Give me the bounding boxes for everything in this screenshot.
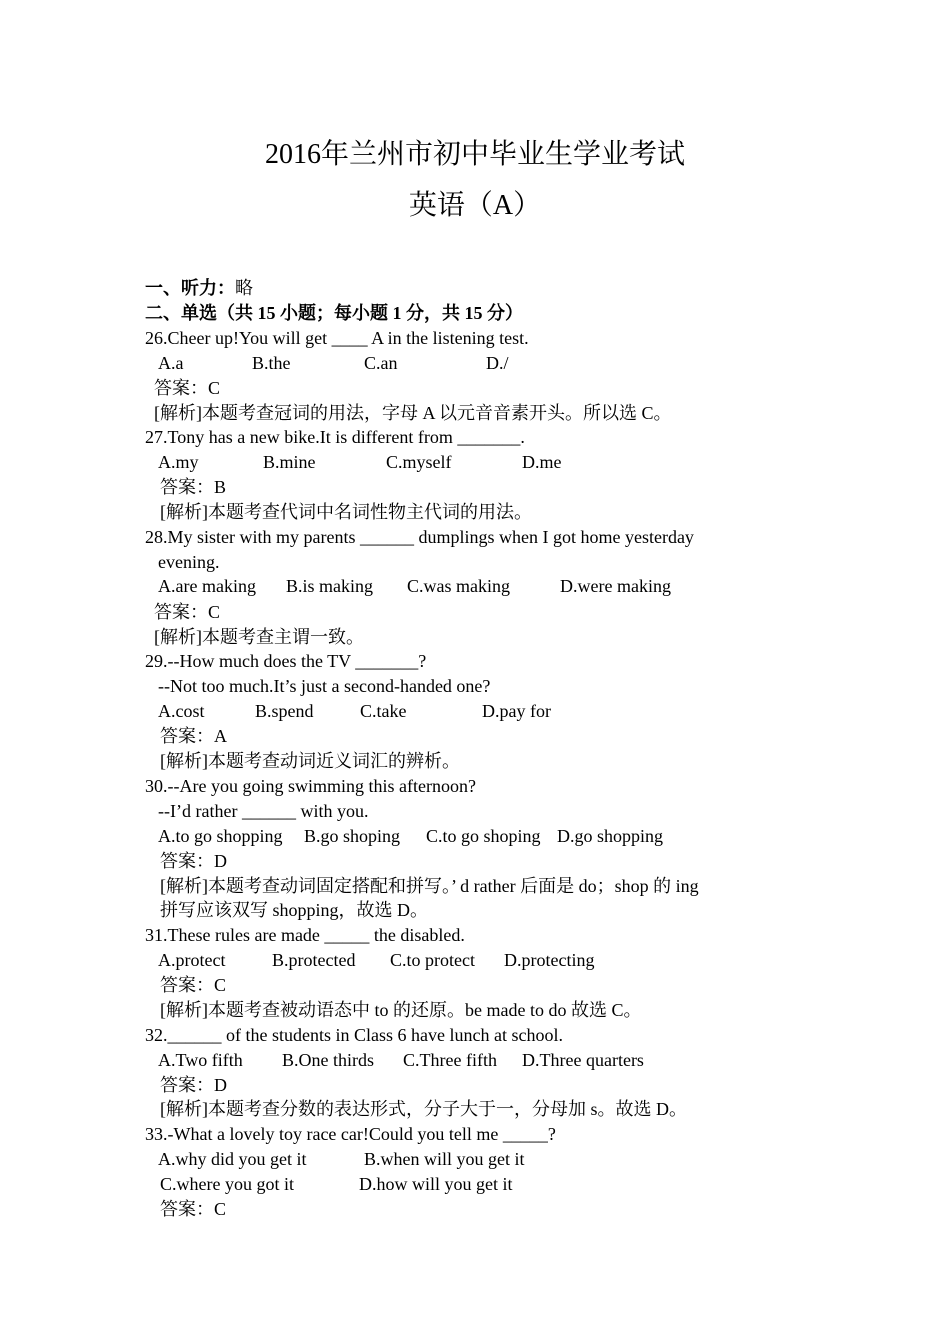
question-stem: 28.My sister with my parents ______ dumplings when I got home yesterday [145, 527, 694, 547]
option-b: B.mine [263, 452, 316, 472]
option-c: C.to protect [390, 950, 475, 970]
option-d: D.me [522, 452, 562, 472]
option-d: D./ [486, 353, 509, 373]
option-a: A.Two fifth [158, 1050, 243, 1070]
question-stem-continued: evening. [158, 552, 220, 572]
option-c: C.where you got it [160, 1174, 294, 1194]
option-c: C.was making [407, 576, 510, 596]
option-d: D.were making [560, 576, 671, 596]
section-single-choice-header: 二、单选（共 15 小题；每小题 1 分，共 15 分） [145, 303, 523, 323]
option-c: C.take [360, 701, 407, 721]
option-d: D.Three quarters [522, 1050, 644, 1070]
question-stem: 30.--Are you going swimming this afternoon? [145, 776, 476, 796]
option-d: D.how will you get it [359, 1174, 513, 1194]
document-subtitle: 英语（A） [408, 190, 542, 221]
document-title: 2016年兰州市初中毕业生学业考试 [264, 139, 685, 170]
answer: 答案：D [160, 1075, 227, 1095]
analysis: [解析]本题考查冠词的用法，字母 A 以元音音素开头。所以选 C。 [154, 403, 672, 423]
option-d: D.protecting [504, 950, 595, 970]
analysis: [解析]本题考查动词固定搭配和拼写。’ d rather 后面是 do；shop 的 ing [160, 876, 699, 896]
option-a: A.a [158, 353, 184, 373]
analysis-continued: 拼写应该双写 shopping，故选 D。 [160, 900, 429, 920]
section-listening-label: 一、听力： [145, 278, 235, 298]
option-a: A.cost [158, 701, 205, 721]
analysis: [解析]本题考查动词近义词汇的辨析。 [160, 751, 460, 771]
analysis: [解析]本题考查代词中名词性物主代词的用法。 [160, 502, 532, 522]
option-b: B.One thirds [282, 1050, 374, 1070]
option-a: A.are making [158, 576, 256, 596]
option-c: C.an [364, 353, 398, 373]
option-a: A.my [158, 452, 199, 472]
option-b: B.the [252, 353, 291, 373]
question-stem: 29.--How much does the TV _______? [145, 651, 427, 671]
option-d: D.go shopping [557, 826, 664, 846]
option-c: C.myself [386, 452, 452, 472]
answer: 答案：C [154, 602, 221, 622]
question-stem-continued: --Not too much.It’s just a second-handed one? [158, 676, 491, 696]
analysis: [解析]本题考查分数的表达形式，分子大于一，分母加 s。故选 D。 [160, 1099, 687, 1119]
option-a: A.why did you get it [158, 1149, 307, 1169]
section-listening-note: 略 [235, 278, 253, 298]
section-listening [145, 277, 253, 299]
option-b: B.when will you get it [364, 1149, 525, 1169]
question-stem: 31.These rules are made _____ the disabled. [145, 925, 465, 945]
answer: 答案：C [160, 975, 227, 995]
answer: 答案：A [160, 726, 227, 746]
answer: 答案：C [154, 378, 221, 398]
question-stem: 26.Cheer up!You will get ____ A in the listening test. [145, 328, 529, 348]
answer: 答案：B [160, 477, 227, 497]
question-stem-continued: --I’d rather ______ with you. [158, 801, 369, 821]
analysis: [解析]本题考查被动语态中 to 的还原。be made to do 故选 C。 [160, 1000, 642, 1020]
option-a: A.to go shopping [158, 826, 283, 846]
option-d: D.pay for [482, 701, 551, 721]
option-c: C.Three fifth [403, 1050, 497, 1070]
option-b: B.go shoping [304, 826, 401, 846]
answer: 答案：D [160, 851, 227, 871]
option-b: B.spend [255, 701, 314, 721]
question-stem: 27.Tony has a new bike.It is different from _______. [145, 427, 525, 447]
answer: 答案：C [160, 1199, 227, 1219]
analysis: [解析]本题考查主谓一致。 [154, 627, 364, 647]
option-a: A.protect [158, 950, 226, 970]
option-c: C.to go shoping [426, 826, 541, 846]
question-stem: 32.______ of the students in Class 6 have lunch at school. [145, 1025, 563, 1045]
question-stem: 33.-What a lovely toy race car!Could you tell me _____? [145, 1124, 556, 1144]
option-b: B.is making [286, 576, 374, 596]
option-b: B.protected [272, 950, 356, 970]
